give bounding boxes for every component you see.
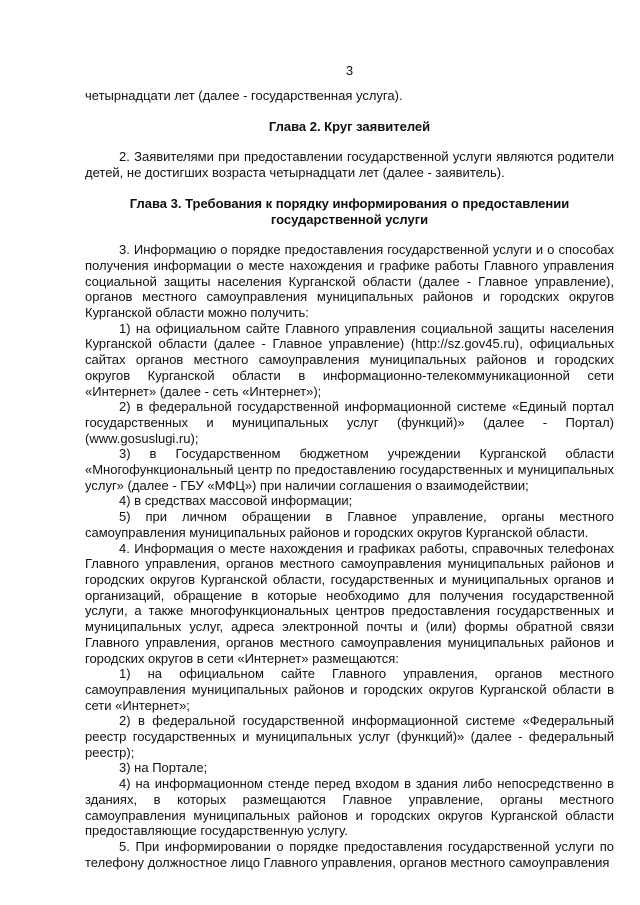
paragraph-3: 3. Информацию о порядке предоставления государственной услуги и о способах получения информации о месте нахождения и графике работы Главного управления социальной защиты населения Курганской области (далее - Главное управление), органов местного самоуправления муниципальных районов и городских округов Курганской области можно получить: [85,242,614,321]
paragraph-4-item-2: 2) в федеральной государственной информационной системе «Федеральный реестр государственных и муниципальных услуг (функций)» (далее - федеральный реестр); [85,713,614,760]
paragraph-4-item-4: 4) на информационном стенде перед входом в здания либо непосредственно в зданиях, в которых размещаются Главное управление, органы местного самоуправления муниципальных районов и городских округов Курганской области предоставляющие государственную услугу. [85,776,614,839]
paragraph-3-item-2: 2) в федеральной государственной информационной системе «Единый портал государственных и муниципальных услуг (функций)» (далее - Портал) (www.gosuslugi.ru); [85,399,614,446]
chapter2-title: Глава 2. Круг заявителей [268,118,431,134]
chapter3-title-line1: Глава 3. Требования к порядку информирования о предоставлении [129,195,570,211]
paragraph-3-item-3: 3) в Государственном бюджетном учреждении Курганской области «Многофункциональный центр по предоставлению государственных и муниципальных услуг» (далее - ГБУ «МФЦ») при наличии соглашения о взаимодействии; [85,446,614,493]
paragraph-3-item-1: 1) на официальном сайте Главного управления социальной защиты населения Курганской области (далее - Главное управление) (http://sz.gov45.ru), официальных сайтах органов местного самоуправления муниципальных районов и городских округов Курганской области в информационно-телекоммуникационной сети «Интернет» (далее - сеть «Интернет»); [85,320,614,399]
paragraph-4-item-3: 3) на Портале; [119,760,208,776]
chapter3-title-line2: государственной услуги [270,211,429,227]
page-number: 3 [345,63,354,78]
paragraph-2: 2. Заявителями при предоставлении государственной услуги являются родители детей, не достигших возраста четырнадцати лет (далее - заявитель). [85,149,614,181]
paragraph-4-item-1: 1) на официальном сайте Главного управления, органов местного самоуправления муниципальных районов и городских округов Курганской области в сети «Интернет»; [85,666,614,713]
paragraph-3-item-4: 4) в средствах массовой информации; [119,493,353,509]
chapter3-title [85,196,614,227]
lead-text: четырнадцати лет (далее - государственная услуга). [85,88,403,103]
paragraph-3-item-5: 5) при личном обращении в Главное управление, органы местного самоуправления муниципальных районов и городских округов Курганской области. [85,509,614,540]
paragraph-4: 4. Информация о месте нахождения и графиках работы, справочных телефонах Главного управления, органов местного самоуправления муниципальных районов и городских округов Курганской области, государственных и муниципальных органов и организаций, обращение в которые необходимо для получения государственной услуги, а также многофункциональных центров предоставления государственных и муниципальных услуг, адреса электронной почты и (или) формы обратной связи Главного управления, органов местного самоуправления муниципальных районов и городских округов в сети «Интернет» размещаются: [85,540,614,666]
paragraph-5: 5. При информировании о порядке предоставления государственной услуги по телефону должностное лицо Главного управления, органов местного самоуправления [85,838,614,870]
